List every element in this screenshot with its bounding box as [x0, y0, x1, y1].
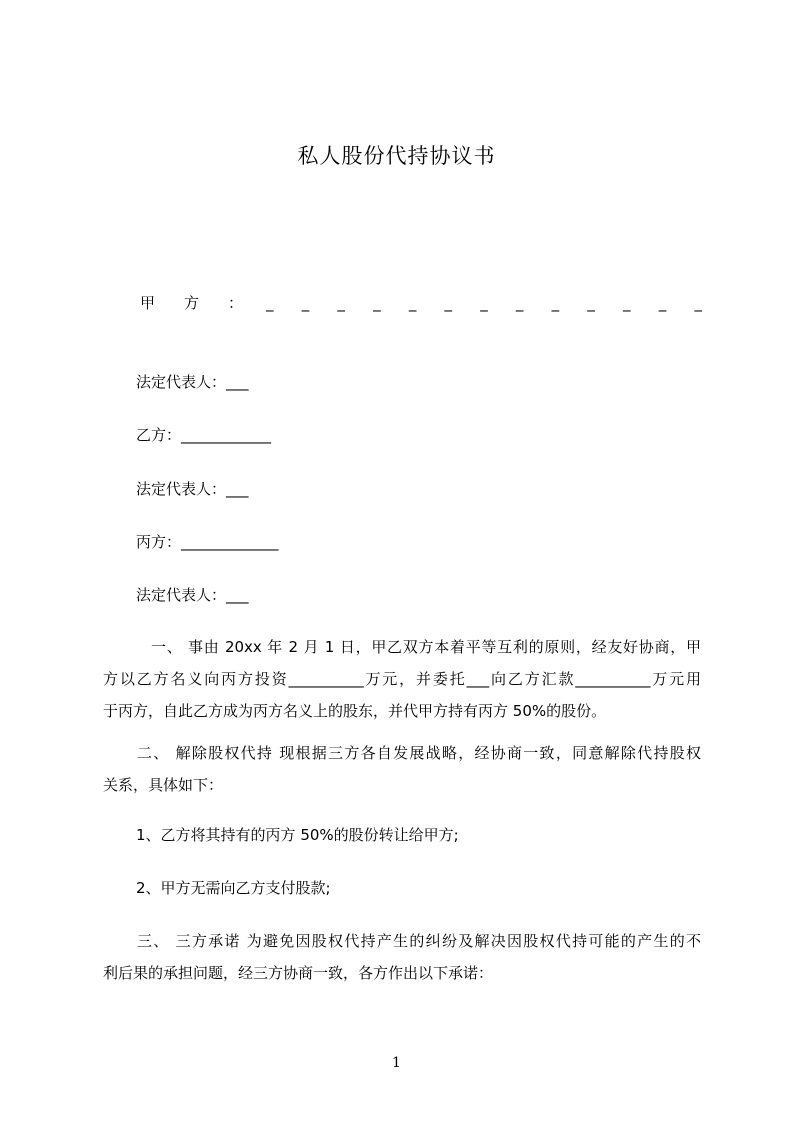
blank-dash: _	[658, 294, 667, 312]
blank-dash: _	[515, 294, 524, 312]
party-a-label-char2: 方	[184, 294, 200, 312]
blank-dash: _	[480, 294, 488, 312]
section-3-paragraph	[103, 925, 701, 989]
blank-dash: _	[587, 294, 595, 312]
blank-dash: _	[266, 294, 274, 312]
party-c-representative: 法定代表人：___	[136, 586, 249, 604]
paragraph-line: 于丙方，自此乙方成为丙方名义上的股东，并代甲方持有丙方 50%的股份。	[103, 702, 607, 720]
paragraph-line: 利后果的承担问题，经三方协商一致，各方作出以下承诺：	[103, 964, 494, 982]
party-b-line: 乙方：____________	[136, 426, 272, 444]
party-a-label-char1: 甲	[140, 294, 156, 312]
section-2-paragraph	[103, 737, 701, 801]
paragraph-line: 三、 三方承诺 为避免因股权代持产生的纠纷及解决因股权代持可能的产生的不	[137, 932, 701, 950]
party-a-representative: 法定代表人：___	[136, 373, 249, 391]
blank-dash: _	[408, 294, 417, 312]
list-item: 1、乙方将其持有的丙方 50%的股份转让给甲方;	[136, 826, 459, 844]
list-item: 2、甲方无需向乙方支付股款;	[136, 879, 331, 897]
party-b-representative: 法定代表人：___	[136, 480, 249, 498]
page-number: 1	[392, 1055, 401, 1071]
blank-dash: _	[623, 294, 631, 312]
document-title: 私人股份代持协议书	[297, 144, 496, 168]
party-c-line: 丙方：_____________	[136, 533, 279, 551]
section-1-paragraph	[103, 631, 701, 727]
paragraph-line: 二、 解除股权代持 现根据三方各自发展战略，经协商一致，同意解除代持股权	[137, 744, 701, 762]
paragraph-line: 关系，具体如下：	[103, 776, 224, 794]
blank-dash: _	[373, 294, 381, 312]
blank-dash: _	[444, 294, 453, 312]
blank-dash: _	[301, 294, 310, 312]
paragraph-line: 方以乙方名义向丙方投资__________万元，并委托___向乙方汇款__________万元用	[103, 670, 701, 688]
blank-dash: _	[551, 294, 560, 312]
paragraph-line: 一、 事由 20xx 年 2 月 1 日，甲乙双方本着平等互利的原则，经友好协商，甲	[151, 638, 701, 656]
party-a-colon: ：	[228, 294, 244, 312]
blank-dash: _	[337, 294, 345, 312]
party-a-blank	[266, 291, 702, 315]
blank-dash: _	[694, 294, 702, 312]
